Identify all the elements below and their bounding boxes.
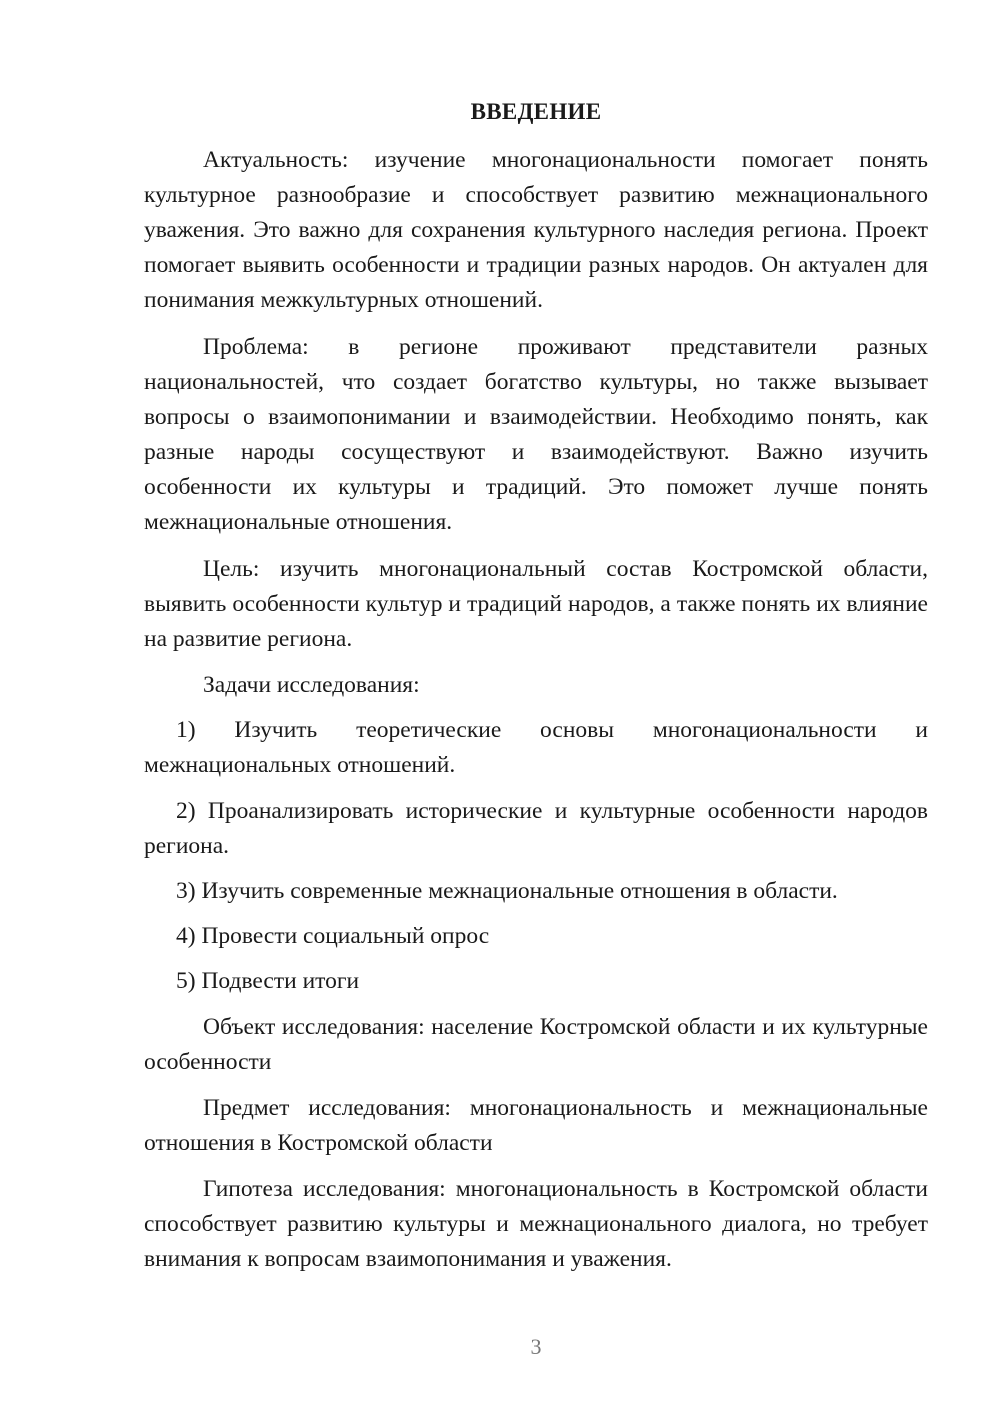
- task-item-1: 1) Изучить теоретические основы многонациональности и межнациональных отношений.: [144, 717, 928, 778]
- task-item-3: 3) Изучить современные межнациональные отношения в области.: [176, 878, 838, 904]
- page-title: ВВЕДЕНИЕ: [470, 99, 602, 124]
- paragraph-object: Объект исследования: население Костромской области и их культурные особенности: [144, 1014, 928, 1075]
- paragraph-subject: Предмет исследования: многонациональность и межнациональные отношения в Костромской области: [144, 1095, 928, 1156]
- task-item-5: 5) Подвести итоги: [176, 968, 360, 994]
- paragraph-problem: Проблема: в регионе проживают представители разных национальностей, что создает богатство культуры, но также вызывает вопросы о взаимопонимании и взаимодействии. Необходимо понять, как разные народы сосуществуют и взаимодействуют. Важно изучить особенности их культуры и традиций. Это поможет лучше понять межнациональные отношения.: [144, 334, 928, 535]
- task-item-4: 4) Провести социальный опрос: [176, 923, 490, 949]
- task-item-2: 2) Проанализировать исторические и культурные особенности народов региона.: [144, 798, 928, 859]
- paragraph-relevance: Актуальность: изучение многонациональности помогает понять культурное разнообразие и способствует развитию межнационального уважения. Это важно для сохранения культурного наследия региона. Проект помогает выявить особенности и традиции разных народов. Он актуален для понимания межкультурных отношений.: [144, 147, 928, 313]
- page-number: 3: [530, 1334, 542, 1359]
- tasks-heading: Задачи исследования:: [203, 672, 420, 698]
- paragraph-goal: Цель: изучить многонациональный состав Костромской области, выявить особенности культур и традиций народов, а также понять их влияние на развитие региона.: [144, 556, 928, 652]
- paragraph-hypothesis: Гипотеза исследования: многонациональность в Костромской области способствует развитию культуры и межнационального диалога, но требует внимания к вопросам взаимопонимания и уважения.: [144, 1176, 928, 1272]
